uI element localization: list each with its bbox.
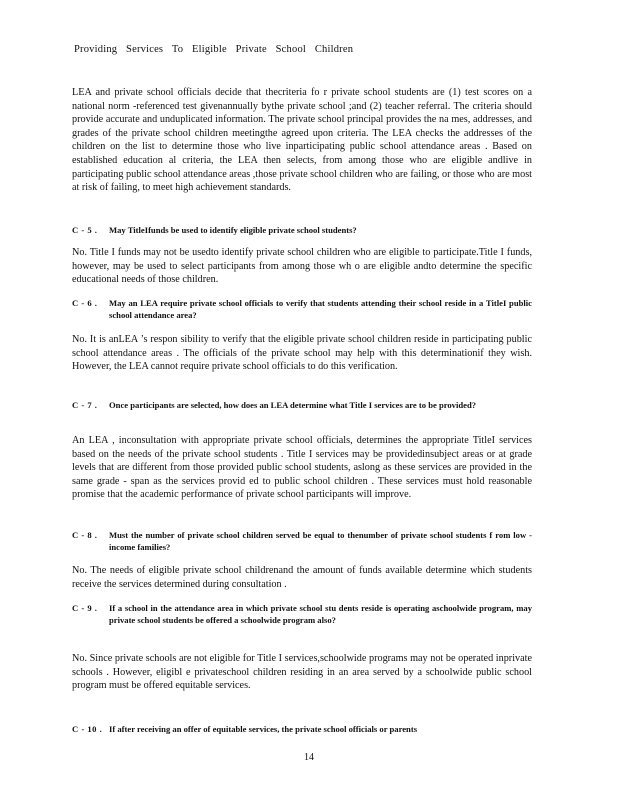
question-c6: [72, 298, 532, 321]
answer-c9: No. Since private schools are not eligible for Title I services,schoolwide programs may not be operated inprivate schools . However, eligibl e privateschool children residing in an area served by a schoolwide public school program must be offered equitable services.: [72, 653, 532, 692]
question-text: May TitleIfunds be used to identify eligible private school students?: [109, 225, 357, 235]
answer-c6: No. It is anLEA ’s respon sibility to verify that the eligible private school children reside in participating public school attendance areas . The officials of the private school may help with this determinationif they wish. However, the LEA cannot require private school officials to do this verification.: [72, 334, 532, 373]
question-number: C - 6 .: [72, 298, 98, 308]
answer-c7: An LEA , inconsultation with appropriate private school officials, determines the appropriate TitleI services based on the needs of the private school students . Title I services may be providedinsubject areas or at grade levels that are different from those provided public school students, aslong as these services are provided in the same grade - span as the services provid ed to public school children . These services must hold reasonable promise that the academic performance of private school participants will improve.: [72, 435, 532, 501]
question-c5: [72, 225, 532, 237]
question-text: If a school in the attendance area in which private school stu dents reside is operating aschoolwide program, may private school students be offered a schoolwide program also?: [109, 603, 532, 625]
question-c8: [72, 530, 532, 553]
intro-paragraph: LEA and private school officials decide that thecriteria fo r private school students are (1) test scores on a national norm -referenced test givenannually bythe private school ;and (2) teacher referral. The criteria should provide accurate and unduplicated information. The private school principal provides the na mes, addresses, and grades of the private school children meetingthe agreed upon criteria. The LEA checks the addresses of the children on the list to determine those who live inparticipating public school attendance areas . Based on established education al criteria, the LEA then selects, from among those who are eligible andlive in participating public school attendance areas ,those private school children who are failing, or those who are most at risk of failing, to meet high achievement standards.: [72, 87, 532, 194]
question-c10: [72, 724, 532, 736]
running-header: Providing Services To Eligible Private School Children: [74, 44, 354, 55]
question-c7: [72, 400, 532, 412]
question-text: Must the number of private school children served be equal to thenumber of private school students f rom low - income families?: [109, 530, 532, 552]
question-text: May an LEA require private school officials to verify that students attending their school reside in a TitleI public school attendance area?: [109, 298, 532, 320]
answer-c8: No. The needs of eligible private school childrenand the amount of funds available determine which students receive the services determined during consultation .: [72, 565, 532, 590]
question-text: Once participants are selected, how does an LEA determine what Title I services are to be provided?: [109, 400, 477, 410]
question-text: If after receiving an offer of equitable services, the private school officials or parents: [109, 724, 418, 734]
question-number: C - 8 .: [72, 530, 98, 540]
question-number: C - 10 .: [72, 724, 103, 734]
question-number: C - 9 .: [72, 603, 98, 613]
answer-c5: No. Title I funds may not be usedto identify private school children who are eligible to participate.Title I funds, however, may be used to select participants from among those wh o are eligible andto determine the specific educational needs of those children.: [72, 247, 532, 286]
page-number: 14: [304, 752, 314, 763]
question-number: C - 7 .: [72, 400, 98, 410]
question-c9: [72, 603, 532, 626]
question-number: C - 5 .: [72, 225, 98, 235]
